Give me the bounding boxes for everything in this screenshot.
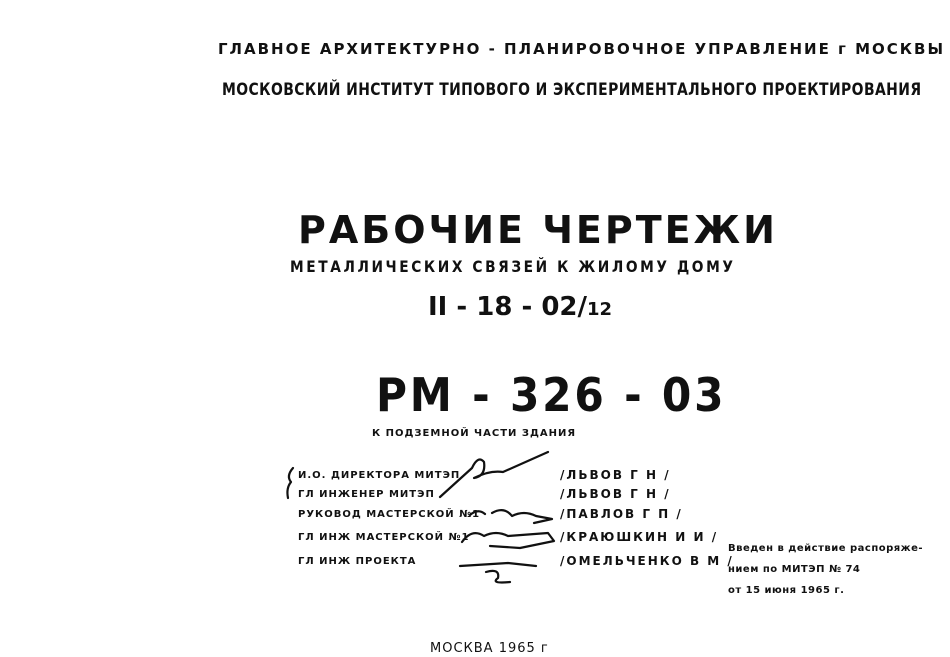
signature-name-2: /ЛЬВОВ Г Н / [560,487,671,501]
document-subtitle-text: МЕТАЛЛИЧЕСКИХ СВЯЗЕЙ К ЖИЛОМУ ДОМУ [290,257,736,276]
signature-name-5: /ОМЕЛЬЧЕНКО В М / [560,554,734,568]
signature-name-4: /КРАЮШКИН И И / [560,530,719,544]
decree-note-line-1: Введен в действие распоряже- [728,543,924,554]
signature-role-5: ГЛ ИНЖ ПРОЕКТА [298,556,417,567]
institute-header-text: МОСКОВСКИЙ ИНСТИТУТ ТИПОВОГО И ЭКСПЕРИМЕНТАЛЬНОГО ПРОЕКТИРОВАНИЯ [222,80,922,100]
document-code-text: РМ - 326 - 03 [376,368,727,422]
document-part: К ПОДЗЕМНОЙ ЧАСТИ ЗДАНИЯ [372,428,577,439]
signature-role-3: РУКОВОД МАСТЕРСКОЙ №1 [298,509,481,520]
series-number-main: II - 18 - 02/ [428,292,587,322]
signature-3 [470,510,552,523]
signature-role-4: ГЛ ИНЖ МАСТЕРСКОЙ №1 [298,532,470,543]
signature-role-2: ГЛ ИНЖЕНЕР МИТЭП [298,489,435,500]
ministry-header: ГЛАВНОЕ АРХИТЕКТУРНО - ПЛАНИРОВОЧНОЕ УПРАВЛЕНИЕ г МОСКВЫ [218,40,946,58]
signature-5 [460,563,536,583]
signature-role-1: И.О. ДИРЕКТОРА МИТЭП [298,470,461,481]
decree-note-line-2: нием по МИТЭП № 74 [728,564,861,575]
brace-mark [287,468,293,498]
signature-1 [440,452,548,497]
series-number-suffix: 12 [587,299,613,320]
document-title: РАБОЧИЕ ЧЕРТЕЖИ [298,208,778,252]
decree-note-line-3: от 15 июня 1965 г. [728,585,845,596]
signature-4 [462,533,554,548]
place-year-footer: МОСКВА 1965 г [430,641,549,656]
signature-name-3: /ПАВЛОВ Г П / [560,507,683,521]
signature-name-1: /ЛЬВОВ Г Н / [560,468,671,482]
